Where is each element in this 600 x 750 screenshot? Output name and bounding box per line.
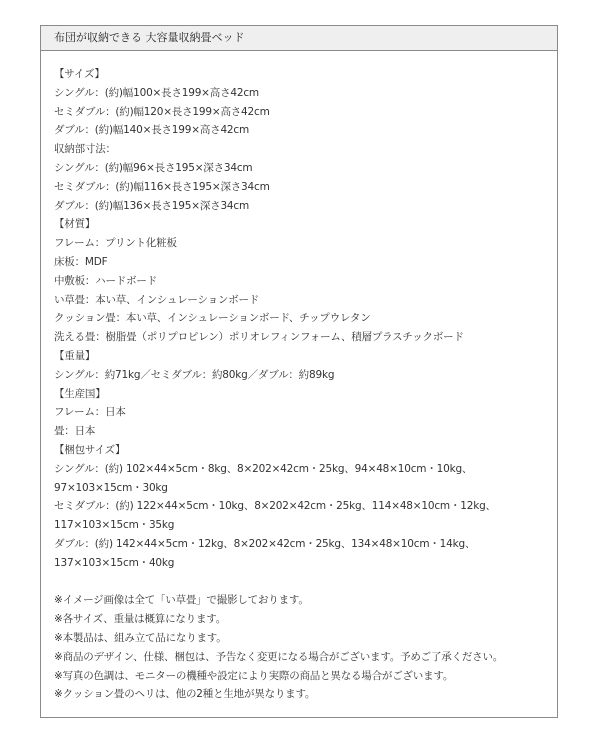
spec-line: シングル：(約)幅100×長さ199×高さ42cm <box>54 86 259 99</box>
spec-line: 床板：MDF <box>54 255 108 268</box>
spec-line: シングル：(約) 102×44×5cm・8kg、8×202×42cm・25kg、94×48×10cm・10kg、 <box>54 462 473 475</box>
spec-line: セミダブル：(約)幅116×長さ195×深さ34cm <box>54 180 270 193</box>
spacer-line <box>54 573 551 592</box>
spec-line: 収納部寸法： <box>54 143 116 156</box>
spec-line: ダブル：(約) 142×44×5cm・12kg、8×202×42cm・25kg、134×48×10cm・14kg、 <box>54 537 476 550</box>
spec-line: シングル：約71kg／セミダブル：約80kg／ダブル：約89kg <box>54 368 335 381</box>
spec-body <box>54 65 551 704</box>
spec-line: ダブル：(約)幅136×長さ195×深さ34cm <box>54 199 250 212</box>
spec-line: 【梱包サイズ】 <box>54 443 126 456</box>
spec-title: 布団が収納できる 大容量収納畳ベッド <box>41 26 557 51</box>
spec-line: ※各サイズ、重量は概算になります。 <box>54 613 227 626</box>
spec-line: ダブル：(約)幅140×長さ199×高さ42cm <box>54 124 250 137</box>
spec-line: 【材質】 <box>54 218 96 231</box>
spec-line: 137×103×15cm・40kg <box>54 556 175 569</box>
spec-line: ※イメージ画像は全て「い草畳」で撮影しております。 <box>54 594 309 607</box>
spec-line: ※写真の色調は、モニターの機種や設定により実際の商品と異なる場合がございます。 <box>54 669 454 682</box>
spec-line: セミダブル：(約)幅120×長さ199×高さ42cm <box>54 105 270 118</box>
spec-line: 洗える畳：樹脂畳（ポリプロピレン）ポリオレフィンフォーム、積層プラスチックボード <box>54 331 464 344</box>
spec-line: ※商品のデザイン、仕様、梱包は、予告なく変更になる場合がございます。予めご了承ください。 <box>54 650 504 663</box>
spec-line: 中敷板：ハードボード <box>54 274 157 287</box>
spec-line: ※クッション畳のヘリは、他の2種と生地が異なります。 <box>54 688 316 701</box>
spec-line: 【生産国】 <box>54 387 106 400</box>
spec-line: ※本製品は、組み立て品になります。 <box>54 631 227 644</box>
spec-line: 117×103×15cm・35kg <box>54 519 175 532</box>
spec-line: 【重量】 <box>54 349 96 362</box>
spec-line: 【サイズ】 <box>54 68 105 80</box>
spec-line: クッション畳：本い草、インシュレーションボード、チップウレタン <box>54 312 371 325</box>
spec-line: 97×103×15cm・30kg <box>54 481 168 494</box>
spec-line: フレーム：日本 <box>54 406 126 419</box>
spec-line: い草畳：本い草、インシュレーションボード <box>54 293 260 306</box>
spec-line: フレーム：プリント化粧板 <box>54 237 177 250</box>
spec-line: シングル：(約)幅96×長さ195×深さ34cm <box>54 161 253 174</box>
spec-line: セミダブル：(約) 122×44×5cm・10kg、8×202×42cm・25kg、114×48×10cm・12kg、 <box>54 500 496 513</box>
spec-line: 畳：日本 <box>54 425 96 438</box>
product-spec-box <box>40 25 558 718</box>
